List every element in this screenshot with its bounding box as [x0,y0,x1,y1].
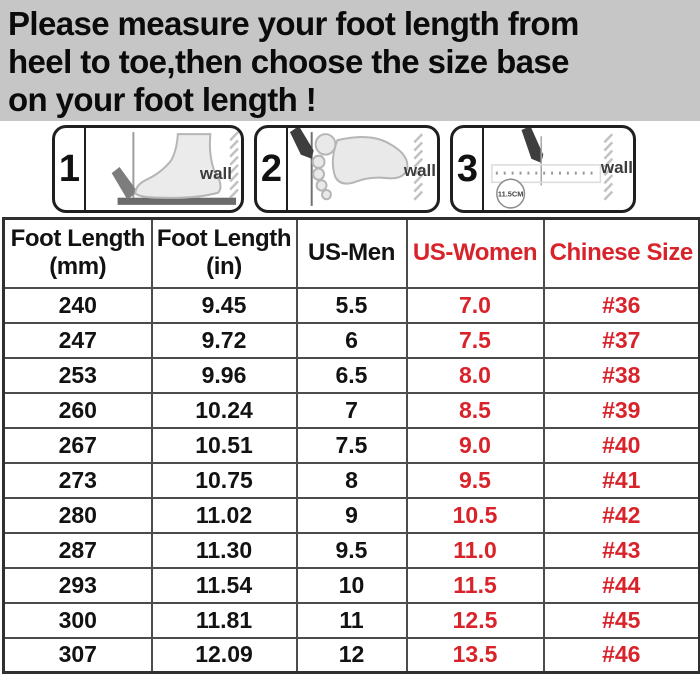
cell-us-men: 9.5 [297,533,407,568]
cell-foot-in: 11.54 [152,568,297,603]
wall-label-2: wall [403,160,436,180]
cell-us-men: 7 [297,393,407,428]
table-row [4,288,700,323]
cell-us-women: 7.5 [407,323,544,358]
cell-foot-mm: 293 [4,568,152,603]
header-line1: US-Men [308,239,395,267]
cell-us-women: 8.0 [407,358,544,393]
col-foot-length-mm [4,219,152,288]
table-row [4,498,700,533]
step-1-number: 1 [55,128,86,210]
measure-step-3 [450,125,636,213]
step-2-illustration [288,128,437,210]
cell-us-men: 7.5 [297,428,407,463]
col-chinese-size [544,219,700,288]
instruction-heading [0,0,700,121]
cell-chinese-size: #43 [544,533,700,568]
cell-chinese-size: #37 [544,323,700,358]
size-chart-table [2,217,700,674]
table-row [4,568,700,603]
cell-foot-in: 11.02 [152,498,297,533]
cell-us-women: 7.0 [407,288,544,323]
header-row [4,219,700,288]
step-3-illustration [484,128,633,210]
heading-line-2: heel to toe,then choose the size base [8,43,569,80]
table-row [4,358,700,393]
cell-foot-in: 12.09 [152,638,297,673]
col-foot-length-in [152,219,297,288]
cell-us-women: 8.5 [407,393,544,428]
header-line2: (in) [206,253,242,281]
table-row [4,428,700,463]
cell-chinese-size: #40 [544,428,700,463]
cell-us-men: 10 [297,568,407,603]
cell-foot-in: 10.24 [152,393,297,428]
col-us-men [297,219,407,288]
cell-foot-mm: 273 [4,463,152,498]
cell-us-women: 9.0 [407,428,544,463]
cell-us-men: 8 [297,463,407,498]
cell-foot-in: 9.45 [152,288,297,323]
wall-label-1: wall [199,164,232,184]
cell-foot-in: 11.30 [152,533,297,568]
cell-us-men: 6 [297,323,407,358]
cell-us-women: 12.5 [407,603,544,638]
heading-line-3: on your foot length ! [8,81,317,118]
cell-foot-mm: 267 [4,428,152,463]
wall-label-3: wall [600,157,633,177]
cell-us-women: 11.0 [407,533,544,568]
cell-us-men: 12 [297,638,407,673]
cell-chinese-size: #45 [544,603,700,638]
cell-us-men: 11 [297,603,407,638]
cell-us-men: 5.5 [297,288,407,323]
cell-foot-mm: 240 [4,288,152,323]
measure-step-1 [52,125,244,213]
cell-foot-in: 10.75 [152,463,297,498]
cell-chinese-size: #44 [544,568,700,603]
table-row [4,323,700,358]
cell-chinese-size: #46 [544,638,700,673]
cell-foot-mm: 307 [4,638,152,673]
cell-us-women: 13.5 [407,638,544,673]
table-row [4,638,700,673]
cell-us-men: 9 [297,498,407,533]
heading-line-1: Please measure your foot length from [8,5,579,42]
step-2-number: 2 [257,128,288,210]
cell-foot-in: 9.96 [152,358,297,393]
col-us-women [407,219,544,288]
cell-us-women: 10.5 [407,498,544,533]
table-row [4,533,700,568]
step-3-number: 3 [453,128,484,210]
step-1-illustration [86,128,241,210]
cell-chinese-size: #42 [544,498,700,533]
cell-us-women: 11.5 [407,568,544,603]
cell-foot-mm: 260 [4,393,152,428]
cell-foot-mm: 287 [4,533,152,568]
cell-foot-mm: 253 [4,358,152,393]
cell-foot-mm: 280 [4,498,152,533]
cell-us-men: 6.5 [297,358,407,393]
header-line1: Foot Length [10,225,145,253]
cell-foot-mm: 300 [4,603,152,638]
table-row [4,463,700,498]
cell-foot-in: 11.81 [152,603,297,638]
cell-chinese-size: #39 [544,393,700,428]
cell-chinese-size: #38 [544,358,700,393]
cell-foot-mm: 247 [4,323,152,358]
cell-chinese-size: #41 [544,463,700,498]
cell-us-women: 9.5 [407,463,544,498]
table-row [4,393,700,428]
ruler-measurement-label: 11.5CM [497,189,524,199]
cell-foot-in: 10.51 [152,428,297,463]
table-row [4,603,700,638]
header-line1: Foot Length [156,225,292,253]
measurement-steps [0,121,700,215]
cell-chinese-size: #36 [544,288,700,323]
measure-step-2 [254,125,440,213]
header-line1: Chinese Size [549,239,693,267]
header-line2: (mm) [49,253,107,281]
header-line1: US-Women [412,239,538,267]
cell-foot-in: 9.72 [152,323,297,358]
